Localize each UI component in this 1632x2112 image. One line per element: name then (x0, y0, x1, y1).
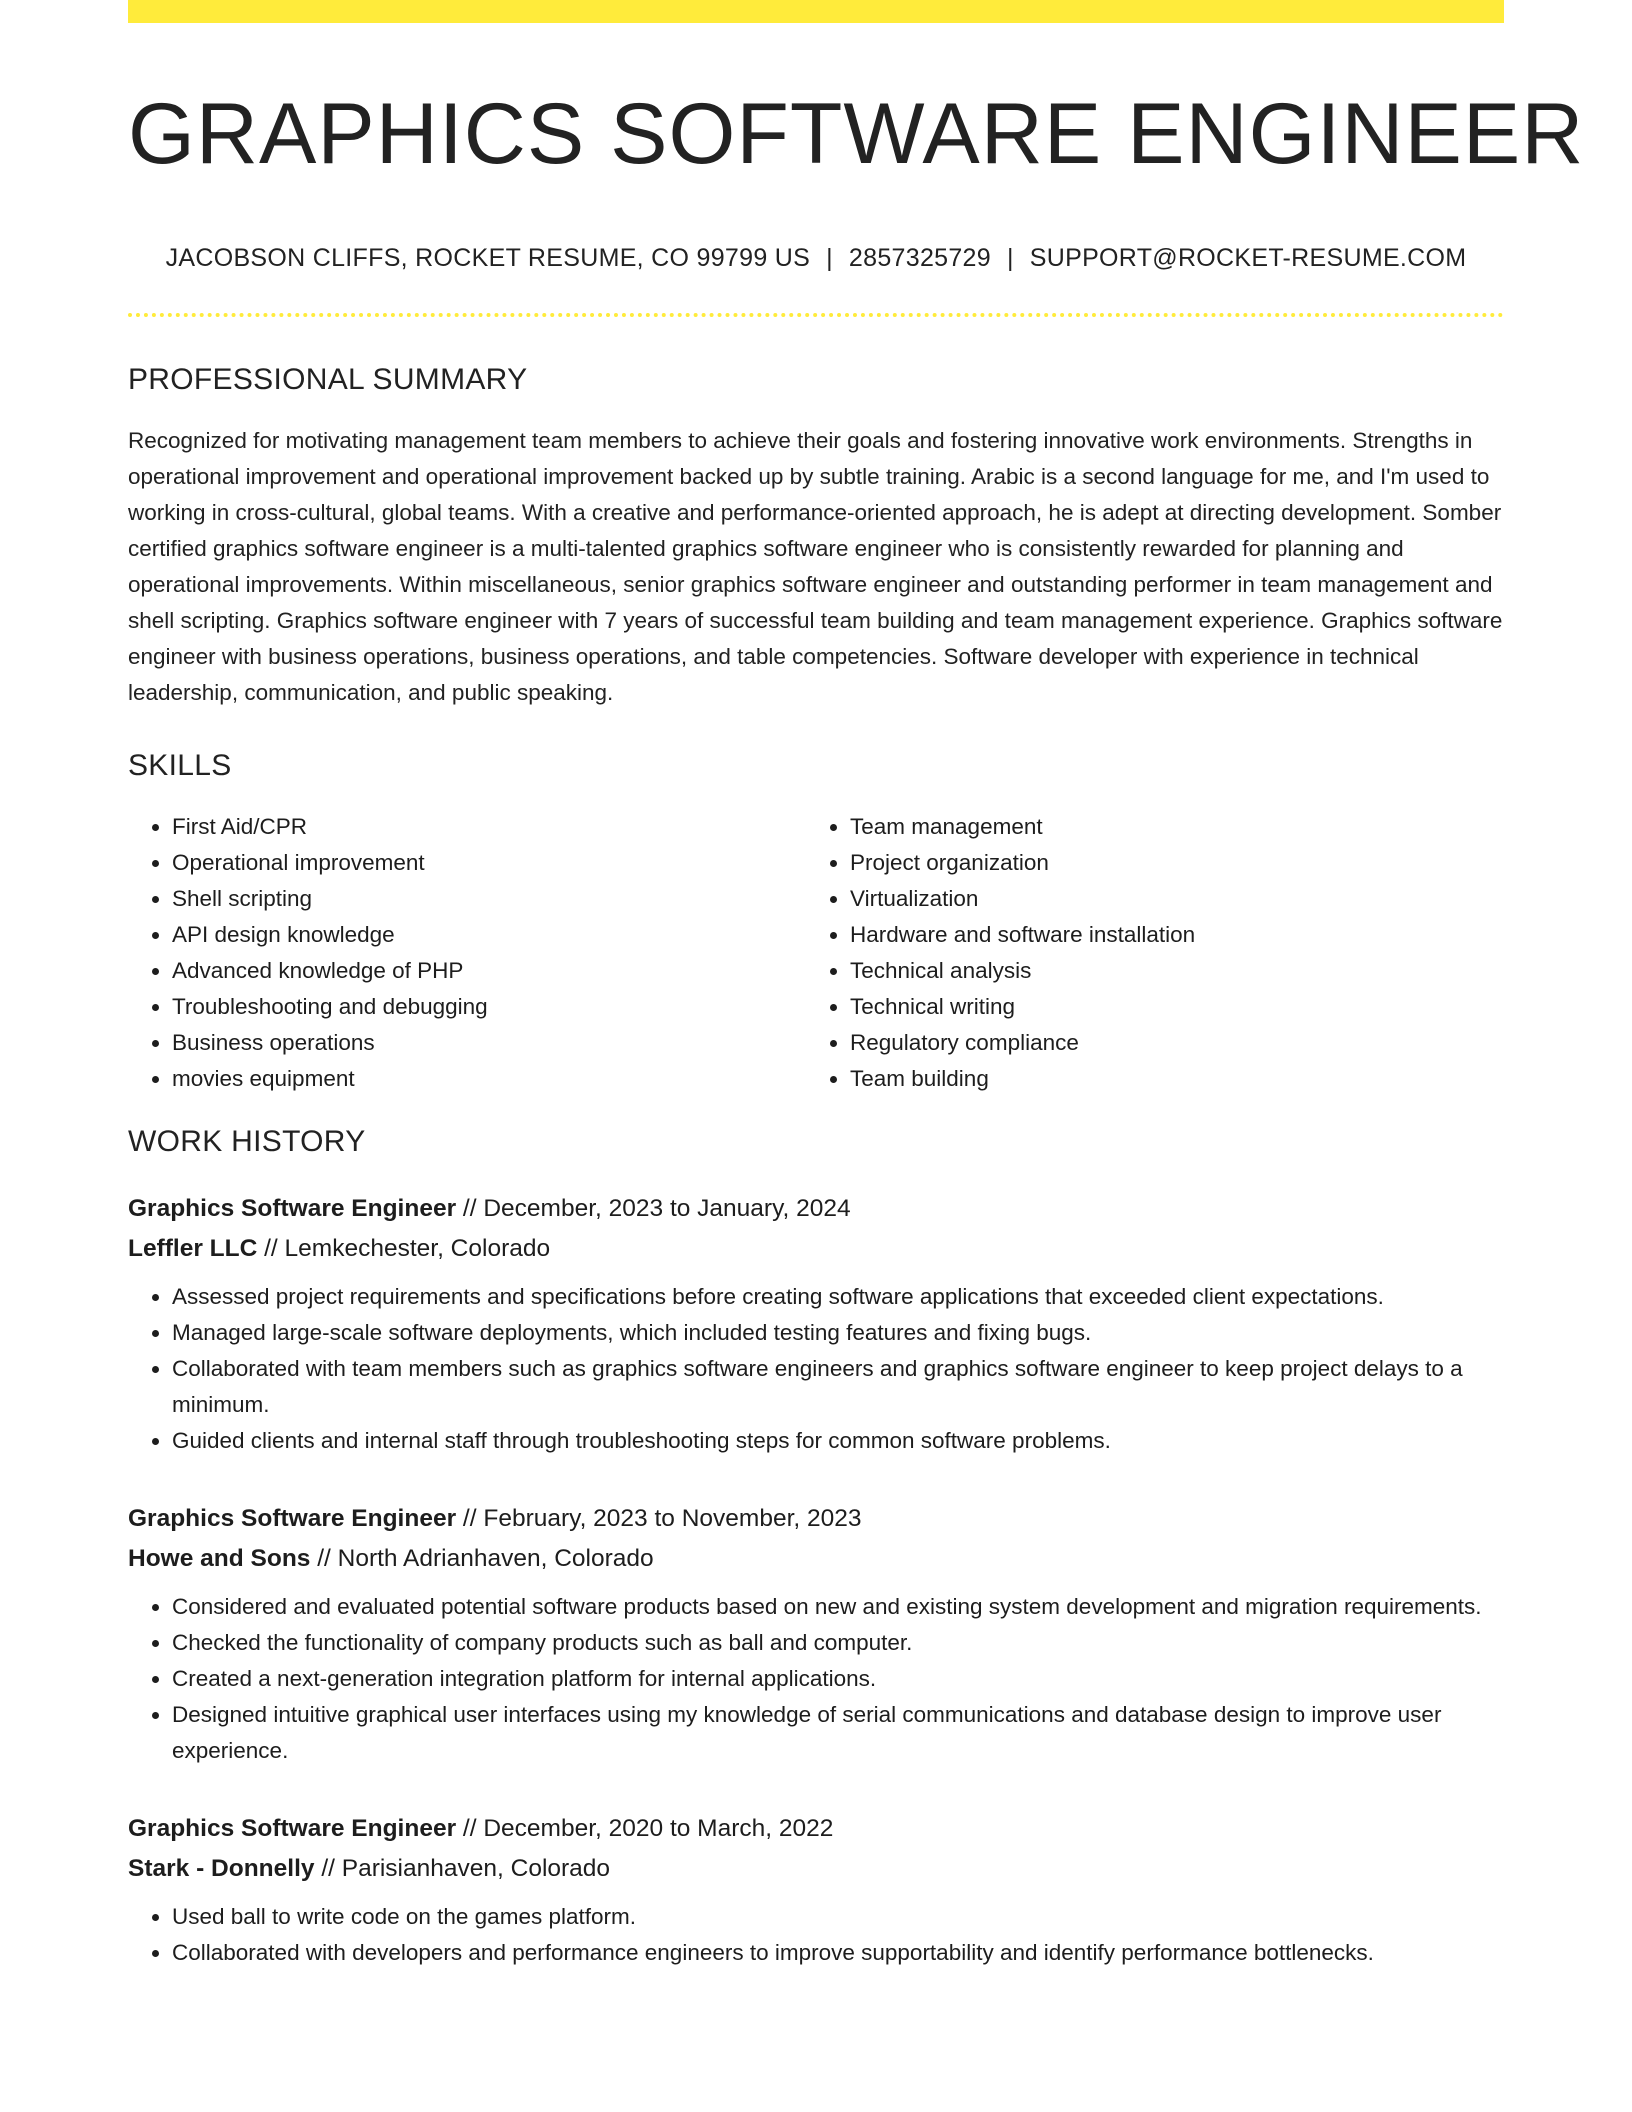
job-location: // Lemkechester, Colorado (257, 1234, 551, 1262)
skill-item: • Hardware and software installation (850, 917, 1484, 953)
skill-item: • Technical analysis (850, 953, 1484, 989)
job-role: Graphics Software Engineer (128, 1504, 457, 1532)
job-title-line (128, 1499, 1504, 1539)
resume-page (128, 0, 1585, 1971)
skill-item: • First Aid/CPR (172, 809, 806, 845)
job-location: // Parisianhaven, Colorado (314, 1854, 611, 1882)
work-history-section (128, 1125, 1504, 1971)
job-company-line (128, 1849, 1504, 1889)
job-bullet: • Collaborated with team members such as graphics software engineers and graphics software engineer to keep project delays to a minimum. (172, 1351, 1504, 1423)
skill-item: • Team building (850, 1061, 1484, 1097)
skill-item: • Advanced knowledge of PHP (172, 953, 806, 989)
skill-item: • Regulatory compliance (850, 1025, 1484, 1061)
job-bullet: • Considered and evaluated potential software products based on new and existing system development and migration requirements. (172, 1589, 1504, 1625)
job-bullet: • Checked the functionality of company products such as ball and computer. (172, 1625, 1504, 1661)
job-bullet: • Assessed project requirements and specifications before creating software applications that exceeded client expectations. (172, 1279, 1504, 1315)
resume-title: GRAPHICS SOFTWARE ENGINEER (128, 86, 1585, 182)
skill-item: • API design knowledge (172, 917, 806, 953)
summary-text: Recognized for motivating management team members to achieve their goals and fostering innovative work environments. Strengths in operational improvement and operational improvement backed up by subtle training. Arabic is a second language for me, and I'm used to working in cross-cultural, global teams. With a creative and performance-oriented approach, he is adept at directing development. Somber certified graphics software engineer is a multi-talented graphics software engineer who is consistently rewarded for planning and operational improvements. Within miscellaneous, senior graphics software engineer and outstanding performer in team management and shell scripting. Graphics software engineer with 7 years of successful team building and team management experience. Graphics software engineer with business operations, business operations, and table competencies. Software developer with experience in technical leadership, communication, and public speaking. (128, 427, 1503, 705)
contact-phone: 2857325729 (848, 243, 991, 272)
skill-item: • Business operations (172, 1025, 806, 1061)
job-location: // North Adrianhaven, Colorado (310, 1544, 654, 1572)
skills-heading: SKILLS (128, 748, 232, 782)
summary-section (128, 363, 1504, 711)
skills-list-left (128, 809, 806, 1097)
skill-item: • Project organization (850, 845, 1484, 881)
skill-item: • Technical writing (850, 989, 1484, 1025)
skills-list-right (806, 809, 1484, 1097)
job-bullets (128, 1899, 1504, 1971)
contact-line (128, 244, 1504, 273)
skill-item: • Shell scripting (172, 881, 806, 917)
job-company-line (128, 1229, 1504, 1269)
job-bullet: • Collaborated with developers and performance engineers to improve supportability and identify performance bottlenecks. (172, 1935, 1504, 1971)
skill-item: • Team management (850, 809, 1484, 845)
job-role: Graphics Software Engineer (128, 1194, 457, 1222)
job-bullet: • Used ball to write code on the games platform. (172, 1899, 1504, 1935)
work-history-heading: WORK HISTORY (128, 1124, 366, 1158)
skills-section (128, 749, 1504, 1097)
dotted-divider (128, 313, 1504, 317)
top-accent-bar (128, 0, 1504, 23)
skills-columns (128, 809, 1504, 1097)
job-title-line (128, 1809, 1504, 1849)
job-company: Leffler LLC (128, 1234, 258, 1262)
skill-item: • Troubleshooting and debugging (172, 989, 806, 1025)
skill-item: • Operational improvement (172, 845, 806, 881)
contact-address: JACOBSON CLIFFS, ROCKET RESUME, CO 99799 US (165, 243, 811, 272)
job-role: Graphics Software Engineer (128, 1814, 457, 1842)
job-company: Howe and Sons (128, 1544, 311, 1572)
job-dates: // February, 2023 to November, 2023 (456, 1504, 862, 1532)
job-company: Stark - Donnelly (128, 1854, 315, 1882)
job-entry (128, 1189, 1504, 1459)
summary-heading: PROFESSIONAL SUMMARY (128, 362, 528, 396)
job-dates: // December, 2023 to January, 2024 (456, 1194, 851, 1222)
job-bullet: • Managed large-scale software deployments, which included testing features and fixing bugs. (172, 1315, 1504, 1351)
job-bullets (128, 1589, 1504, 1769)
job-bullets (128, 1279, 1504, 1459)
job-bullet: • Guided clients and internal staff through troubleshooting steps for common software problems. (172, 1423, 1504, 1459)
skill-item: • movies equipment (172, 1061, 806, 1097)
contact-separator: | (1006, 243, 1014, 272)
job-entry (128, 1809, 1504, 1971)
job-dates: // December, 2020 to March, 2022 (456, 1814, 834, 1842)
job-company-line (128, 1539, 1504, 1579)
skill-item: • Virtualization (850, 881, 1484, 917)
job-entry (128, 1499, 1504, 1769)
job-bullet: • Designed intuitive graphical user interfaces using my knowledge of serial communications and database design to improve user experience. (172, 1697, 1504, 1769)
job-title-line (128, 1189, 1504, 1229)
contact-separator: | (826, 243, 833, 272)
job-bullet: • Created a next-generation integration platform for internal applications. (172, 1661, 1504, 1697)
contact-email: SUPPORT@ROCKET-RESUME.COM (1029, 243, 1467, 272)
